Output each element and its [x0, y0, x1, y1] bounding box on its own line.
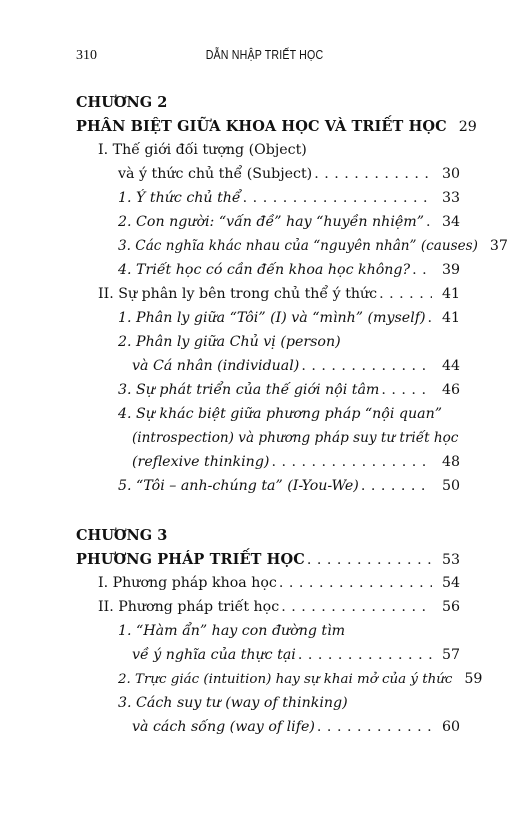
toc-entry: I. Thế giới đối tượng (Object): [98, 142, 307, 158]
toc-entry: 3. Cách suy tư (way of thinking): [118, 695, 348, 711]
toc-entry: 2. Phân ly giữa Chủ vị (person): [118, 334, 341, 350]
chapter-title: PHƯƠNG PHÁP TRIẾT HỌC: [76, 551, 305, 568]
chapter-title-line: PHƯƠNG PHÁP TRIẾT HỌC . . . 53: [76, 551, 460, 575]
toc-entry: II. Sự phân ly bên trong chủ thể ý thức . . . 41: [98, 286, 460, 310]
chapter-label: CHƯƠNG 2: [76, 94, 168, 111]
toc-entry: 3. Các nghĩa khác nhau của “nguyên nhân” (causes) 37: [118, 238, 508, 254]
page-ref: 29: [458, 119, 477, 135]
toc-entry: 2. Trực giác (intuition) hay sự khai mở của ý thức 59: [118, 671, 483, 687]
toc-entry: 1. Phân ly giữa “Tôi” (I) và “mình” (myself) . . . 41: [118, 310, 460, 334]
page-number: 310: [76, 48, 97, 63]
toc-entry-continued: và cách sống (way of life) . . . 60: [132, 719, 460, 743]
toc-entry-continued: về ý nghĩa của thực tại . . . 57: [132, 647, 460, 671]
toc-entry: I. Phương pháp khoa học . . . 54: [98, 575, 460, 599]
chapter-title: PHÂN BIỆT GIỮA KHOA HỌC VÀ TRIẾT HỌC: [76, 118, 447, 135]
toc-entry-continued: và Cá nhân (individual) . . . 44: [132, 358, 460, 382]
toc-entry: 5. “Tôi – anh-chúng ta” (I-You-We) . . . 50: [118, 478, 460, 502]
running-head: [76, 48, 453, 68]
toc-entry-continued: (introspection) và phương pháp suy tư triết học: [132, 430, 459, 446]
toc-entry: II. Phương pháp triết học . . . 56: [98, 599, 460, 623]
running-title: DẪN NHẬP TRIẾT HỌC: [205, 48, 324, 62]
toc-entry: 3. Sự phát triển của thế giới nội tâm . . . 46: [118, 382, 460, 406]
toc-entry: 2. Con người: “vấn đề” hay “huyền nhiệm” . . . 34: [118, 214, 460, 238]
toc-entry: 4. Sự khác biệt giữa phương pháp “nội quan”: [118, 406, 442, 422]
toc-entry-continued: (reflexive thinking) . . . 48: [132, 454, 460, 478]
chapter-title-line: [76, 118, 477, 142]
toc-entry: 1. Ý thức chủ thể . . . 33: [118, 190, 460, 214]
toc-entry-continued: và ý thức chủ thể (Subject) . . . 30: [118, 166, 460, 190]
toc-entry: 1. “Hàm ẩn” hay con đường tìm: [118, 623, 346, 639]
toc-entry: 4. Triết học có cần đến khoa học không? . . . 39: [118, 262, 460, 286]
chapter-label: CHƯƠNG 3: [76, 527, 168, 544]
